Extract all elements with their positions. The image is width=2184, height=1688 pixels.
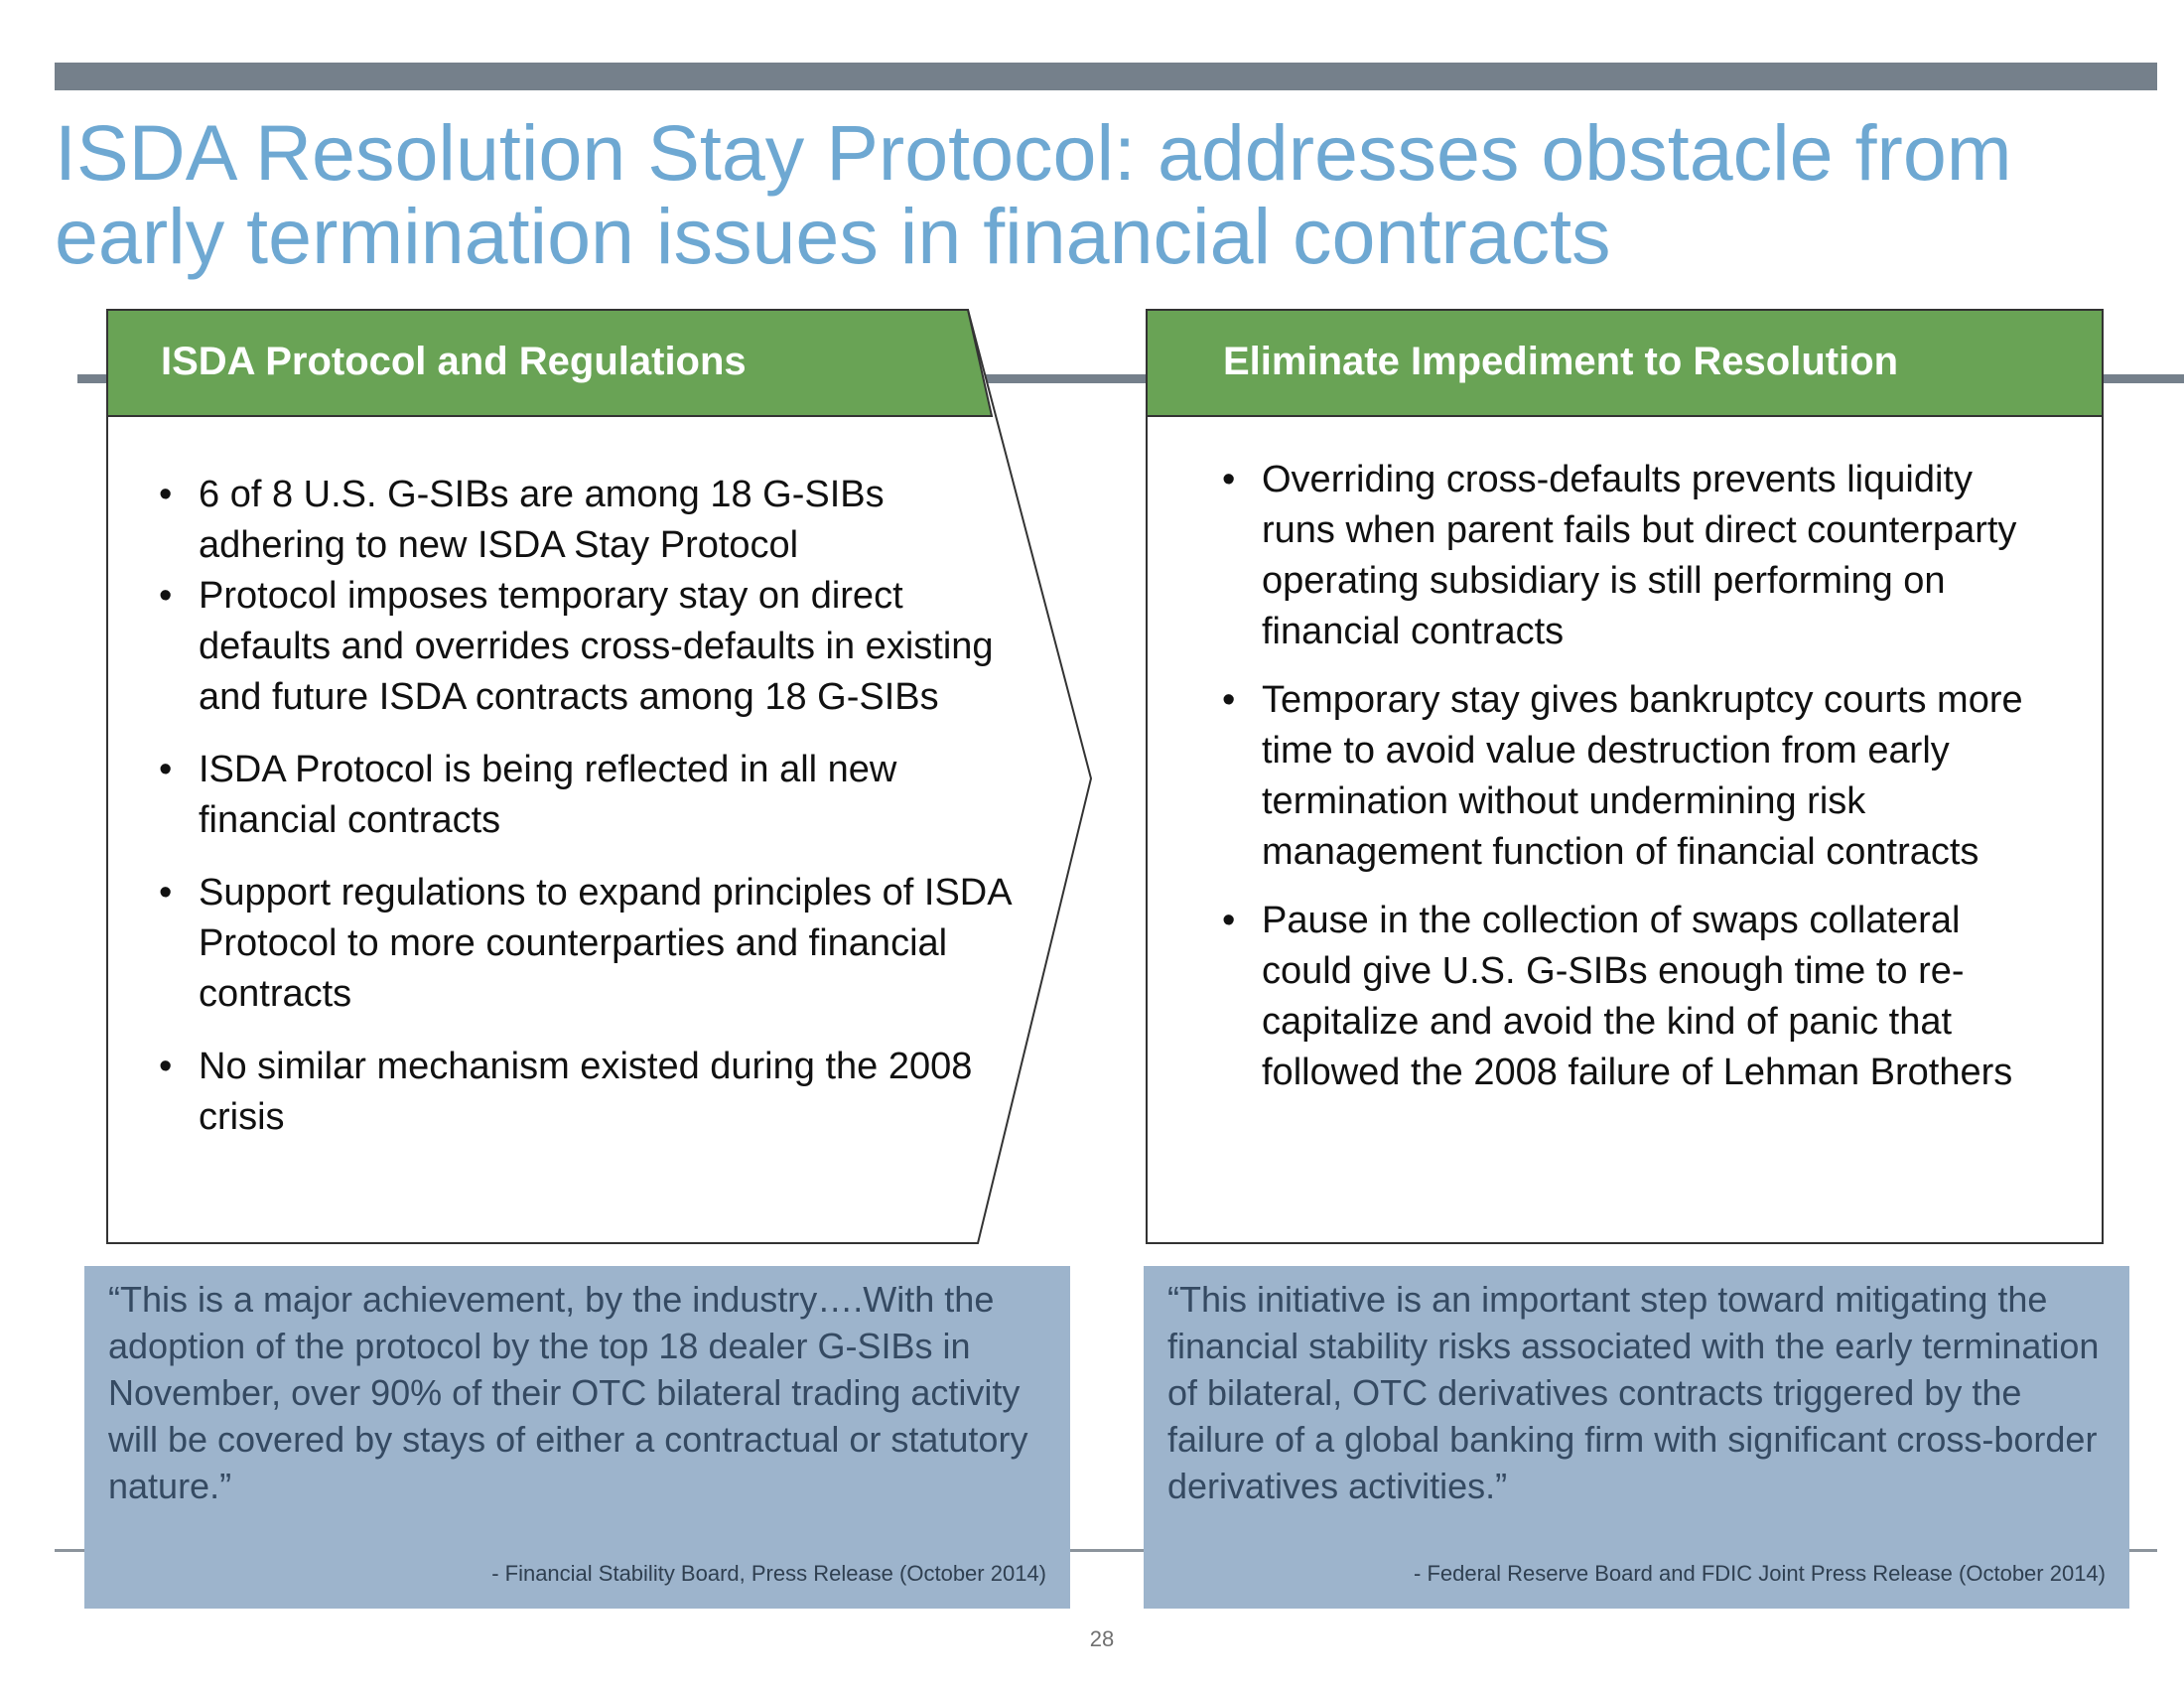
left-bullet-item: • No similar mechanism existed during the 2008 crisis (159, 1042, 1013, 1143)
quote-text: “This is a major achievement, by the industry….With the adoption of the protocol by the top 18 dealer G-SIBs in November, over 90% of their OTC bilateral trading activity will be covered by stays of either a contractual or statutory nature.” (108, 1279, 1028, 1506)
right-bullet-item: • Overriding cross-defaults prevents liquidity runs when parent fails but direct counterparty operating subsidiary is still performing on financial contracts (1222, 455, 2046, 657)
right-bullet-item: • Pause in the collection of swaps collateral could give U.S. G-SIBs enough time to re-capitalize and avoid the kind of panic that followed the 2008 failure of Lehman Brothers (1222, 896, 2046, 1098)
left-bullet-list (159, 470, 1013, 1143)
left-bullet-item: • Protocol imposes temporary stay on direct defaults and overrides cross-defaults in existing and future ISDA contracts among 18 G-SIBs (159, 571, 1013, 723)
quote-box-fed-fdic (1144, 1266, 2129, 1609)
quote-text: “This initiative is an important step toward mitigating the financial stability risks associated with the early termination of bilateral, OTC derivatives contracts triggered by the failure of a global banking firm with significant cross-border derivatives activities.” (1167, 1279, 2100, 1506)
right-bullet-item: • Temporary stay gives bankruptcy courts more time to avoid value destruction from early termination without undermining risk management function of financial contracts (1222, 675, 2046, 878)
left-panel-header: ISDA Protocol and Regulations (161, 340, 747, 383)
page-number: 28 (1089, 1626, 1115, 1651)
quote-source: - Financial Stability Board, Press Release (October 2014) (491, 1561, 1046, 1586)
right-bullet-list (1222, 455, 2046, 1116)
slide-title: ISDA Resolution Stay Protocol: addresses obstacle from early termination issues in financial contracts (55, 108, 2012, 280)
left-bullet-item: • ISDA Protocol is being reflected in all new financial contracts (159, 745, 1013, 846)
quote-box-fsb (84, 1266, 1070, 1609)
quote-source: - Federal Reserve Board and FDIC Joint Press Release (October 2014) (1414, 1561, 2106, 1586)
left-bullet-item: • Support regulations to expand principles of ISDA Protocol to more counterparties and financial contracts (159, 868, 1013, 1020)
left-bullet-item: • 6 of 8 U.S. G-SIBs are among 18 G-SIBs adhering to new ISDA Stay Protocol (159, 470, 1013, 571)
right-panel-header: Eliminate Impediment to Resolution (1223, 340, 1899, 383)
